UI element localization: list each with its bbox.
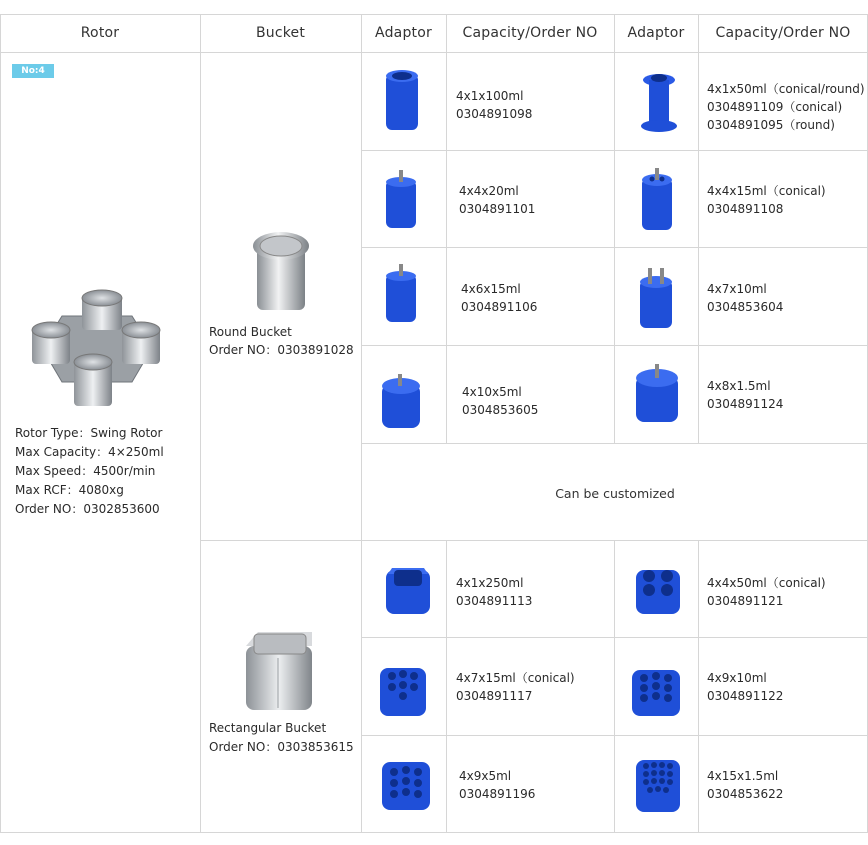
adaptor-6x15ml-image (384, 262, 418, 324)
rect-r2-right-line1: 4x9x10ml (707, 671, 767, 685)
rect-r3-left-line1: 4x9x5ml (459, 769, 512, 783)
rotor-number-badge: No:4 (12, 64, 54, 78)
customization-note: Can be customized (555, 486, 675, 501)
header-rotor: Rotor (80, 25, 120, 41)
header-capacity-1: Capacity/Order NO (462, 25, 598, 41)
col-border-4a (614, 14, 615, 443)
rotor-type: Rotor Type：Swing Rotor (15, 426, 163, 440)
rectangular-bucket-image (240, 628, 318, 714)
rotor-max-rcf: Max RCF：4080xg (15, 483, 124, 497)
header-adaptor-1: Adaptor (375, 25, 432, 41)
rotor-order-no: Order NO：0302853600 (15, 502, 160, 516)
adaptor-7x10ml-image (638, 266, 674, 330)
header-capacity-2: Capacity/Order NO (715, 25, 851, 41)
col-border-3a (446, 14, 447, 443)
col-border-2 (361, 14, 362, 832)
adaptor-9x10ml-image (630, 664, 682, 718)
col-border-1 (200, 14, 201, 832)
row-line (361, 150, 868, 151)
round-r3-right-line1: 4x7x10ml (707, 282, 767, 296)
col-border-5a (698, 14, 699, 443)
adaptor-7x15ml-image (378, 662, 428, 718)
round-r4-left-line2: 0304853605 (462, 403, 539, 417)
round-r2-left-line2: 0304891101 (459, 202, 536, 216)
round-r4-right-line2: 0304891124 (707, 397, 784, 411)
rectangular-bucket-order: Order NO：0303853615 (209, 740, 354, 754)
round-r1-left-line2: 0304891098 (456, 107, 533, 121)
header-adaptor-2: Adaptor (627, 25, 685, 41)
col-border-3b (446, 540, 447, 832)
rectangular-bucket-label: Rectangular Bucket (209, 721, 327, 735)
rect-r2-left-line1: 4x7x15ml（conical) (456, 671, 575, 685)
round-bucket-image (249, 228, 313, 314)
adaptor-8x1.5ml-image (634, 362, 680, 424)
row-line (361, 345, 868, 346)
round-r4-left-line1: 4x10x5ml (462, 385, 522, 399)
row-line (361, 443, 868, 444)
round-r1-left-line1: 4x1x100ml (456, 89, 524, 103)
round-r1-right-line2: 0304891109（conical) (707, 100, 843, 114)
table-bottom-border (0, 832, 868, 833)
swing-rotor-image (22, 286, 167, 414)
round-bucket-label: Round Bucket (209, 325, 292, 339)
rect-r3-right-line2: 0304853622 (707, 787, 784, 801)
header-bucket: Bucket (255, 25, 306, 41)
rect-r2-left-line2: 0304891117 (456, 689, 533, 703)
adaptor-10x5ml-image (380, 372, 422, 430)
round-r3-right-line2: 0304853604 (707, 300, 784, 314)
round-r4-right-line1: 4x8x1.5ml (707, 379, 771, 393)
col-border-5b (698, 540, 699, 832)
rotor-max-speed: Max Speed：4500r/min (15, 464, 156, 478)
round-r2-right-line2: 0304891108 (707, 202, 784, 216)
adaptor-1x50ml-image (640, 70, 678, 134)
adaptor-15x1.5ml-image (634, 754, 682, 814)
adaptor-4x15ml-image (640, 166, 674, 232)
row-line (361, 735, 868, 736)
rect-r2-right-line2: 0304891122 (707, 689, 784, 703)
rect-r1-right-line2: 0304891121 (707, 594, 784, 608)
rect-r3-left-line2: 0304891196 (459, 787, 536, 801)
round-r3-left-line2: 0304891106 (461, 300, 538, 314)
adaptor-1x100ml-image (384, 68, 420, 132)
round-r1-right-line3: 0304891095（round) (707, 118, 835, 132)
rect-r3-right-line1: 4x15x1.5ml (707, 769, 779, 783)
row-line (361, 637, 868, 638)
row-line (361, 247, 868, 248)
round-bucket-order: Order NO：0303891028 (209, 343, 354, 357)
rect-r1-left-line2: 0304891113 (456, 594, 533, 608)
adaptor-1x250ml-image (384, 562, 432, 616)
rect-r1-left-line1: 4x1x250ml (456, 576, 524, 590)
adaptor-4x20ml-image (384, 168, 418, 230)
round-r1-right-line1: 4x1x50ml（conical/round) (707, 82, 865, 96)
round-r3-left-line1: 4x6x15ml (461, 282, 521, 296)
header-bottom-border (0, 52, 868, 53)
adaptor-4x50ml-image (634, 562, 682, 616)
round-r2-right-line1: 4x4x15ml（conical) (707, 184, 826, 198)
rotor-max-capacity: Max Capacity：4×250ml (15, 445, 164, 459)
col-border-0 (0, 14, 1, 832)
col-border-4b (614, 540, 615, 832)
row-line (200, 540, 868, 541)
rect-r1-right-line1: 4x4x50ml（conical) (707, 576, 826, 590)
round-r2-left-line1: 4x4x20ml (459, 184, 519, 198)
adaptor-9x5ml-image (380, 756, 432, 812)
